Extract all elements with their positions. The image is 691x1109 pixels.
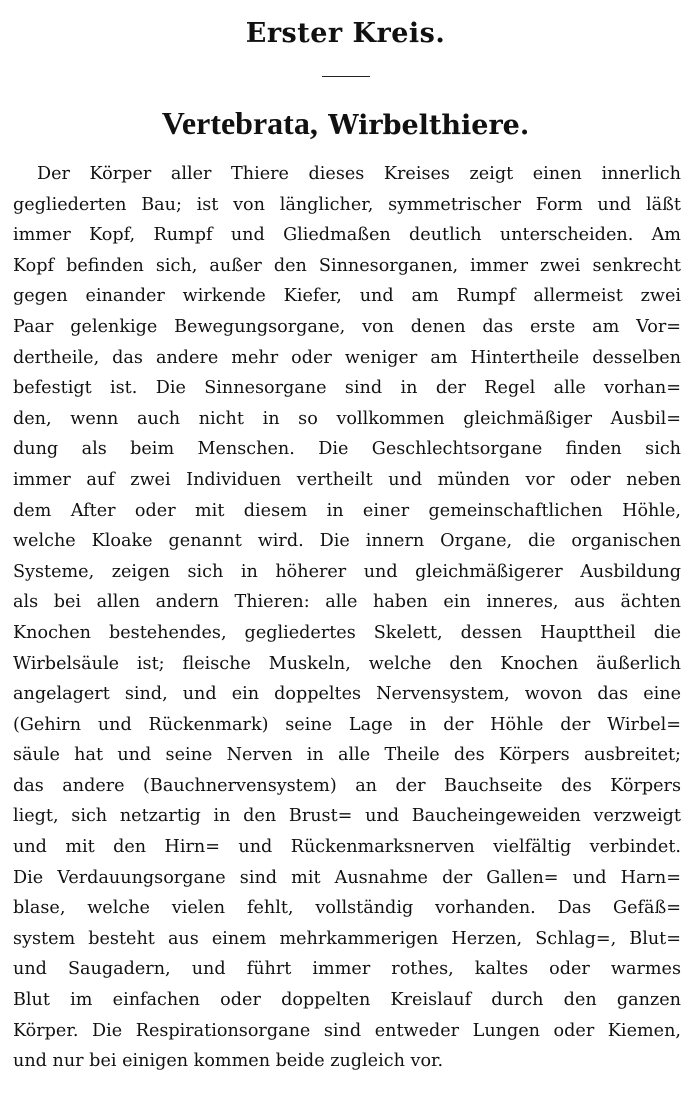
text-line: befestigt ist. Die Sinnesorgane sind in der Regel alle vorhan= xyxy=(13,378,681,399)
text-line: den, wenn auch nicht in so vollkommen gleichmäßiger Ausbil= xyxy=(13,408,681,429)
text-line: Der Körper aller Thiere dieses Kreises zeigt einen innerlich xyxy=(37,164,681,184)
text-line: Systeme, zeigen sich in höherer und gleichmäßigerer Ausbildung xyxy=(13,561,681,582)
text-line: liegt, sich netzartig in den Brust= und Baucheingeweiden verzweigt xyxy=(13,806,681,827)
text-line: das andere (Bauchnervensystem) an der Bauchseite des Körpers xyxy=(13,775,681,796)
heading-divider xyxy=(322,76,370,77)
text-line: und nur bei einigen kommen beide zugleich vor. xyxy=(13,1051,444,1072)
text-line: Die Verdauungsorgane sind mit Ausnahme der Gallen= und Harn= xyxy=(13,867,681,888)
text-line: Paar gelenkige Bewegungsorgane, von denen das erste am Vor= xyxy=(13,316,681,337)
text-line: Knochen bestehendes, gegliedertes Skelett, dessen Haupttheil die xyxy=(13,622,681,643)
text-line: (Gehirn und Rückenmark) seine Lage in der Höhle der Wirbel= xyxy=(13,714,681,735)
text-line: gegliederten Bau; ist von länglicher, symmetrischer Form und läßt xyxy=(13,194,681,215)
text-line: dem After oder mit diesem in einer gemeinschaftlichen Höhle, xyxy=(13,500,681,521)
text-line: Körper. Die Respirationsorgane sind entweder Lungen oder Kiemen, xyxy=(13,1020,681,1041)
title-german: Wirbelthiere. xyxy=(328,110,530,141)
text-line: Wirbelsäule ist; fleische Muskeln, welche den Knochen äußerlich xyxy=(13,653,681,674)
text-line: system besteht aus einem mehrkammerigen Herzen, Schlag=, Blut= xyxy=(13,928,681,949)
text-line: gegen einander wirkende Kiefer, und am Rumpf allermeist zwei xyxy=(13,286,681,307)
section-heading: Erster Kreis. xyxy=(245,18,446,49)
chapter-title xyxy=(0,105,691,142)
text-line: angelagert sind, und ein doppeltes Nervensystem, wovon das eine xyxy=(13,684,681,705)
text-line: blase, welche vielen fehlt, vollständig vorhanden. Das Gefäß= xyxy=(13,898,681,919)
text-line: welche Kloake genannt wird. Die innern Organe, die organischen xyxy=(13,531,681,552)
body-paragraph xyxy=(13,159,681,1077)
text-line: Kopf befinden sich, außer den Sinnesorganen, immer zwei senkrecht xyxy=(13,255,681,276)
title-latin: Vertebrata, xyxy=(161,105,318,141)
text-line: und mit den Hirn= und Rückenmarksnerven vielfältig verbindet. xyxy=(13,837,681,858)
text-line: und Saugadern, und führt immer rothes, kaltes oder warmes xyxy=(13,959,681,980)
text-line: dertheile, das andere mehr oder weniger am Hintertheile desselben xyxy=(13,347,681,368)
text-line: immer auf zwei Individuen vertheilt und münden vor oder neben xyxy=(13,469,681,490)
text-line: Blut im einfachen oder doppelten Kreislauf durch den ganzen xyxy=(13,990,681,1011)
text-line: immer Kopf, Rumpf und Gliedmaßen deutlich unterscheiden. Am xyxy=(13,225,681,246)
text-line: dung als beim Menschen. Die Geschlechtsorgane finden sich xyxy=(13,439,681,460)
text-line: als bei allen andern Thieren: alle haben ein inneres, aus ächten xyxy=(13,592,681,613)
text-line: säule hat und seine Nerven in alle Theile des Körpers ausbreitet; xyxy=(13,745,681,766)
